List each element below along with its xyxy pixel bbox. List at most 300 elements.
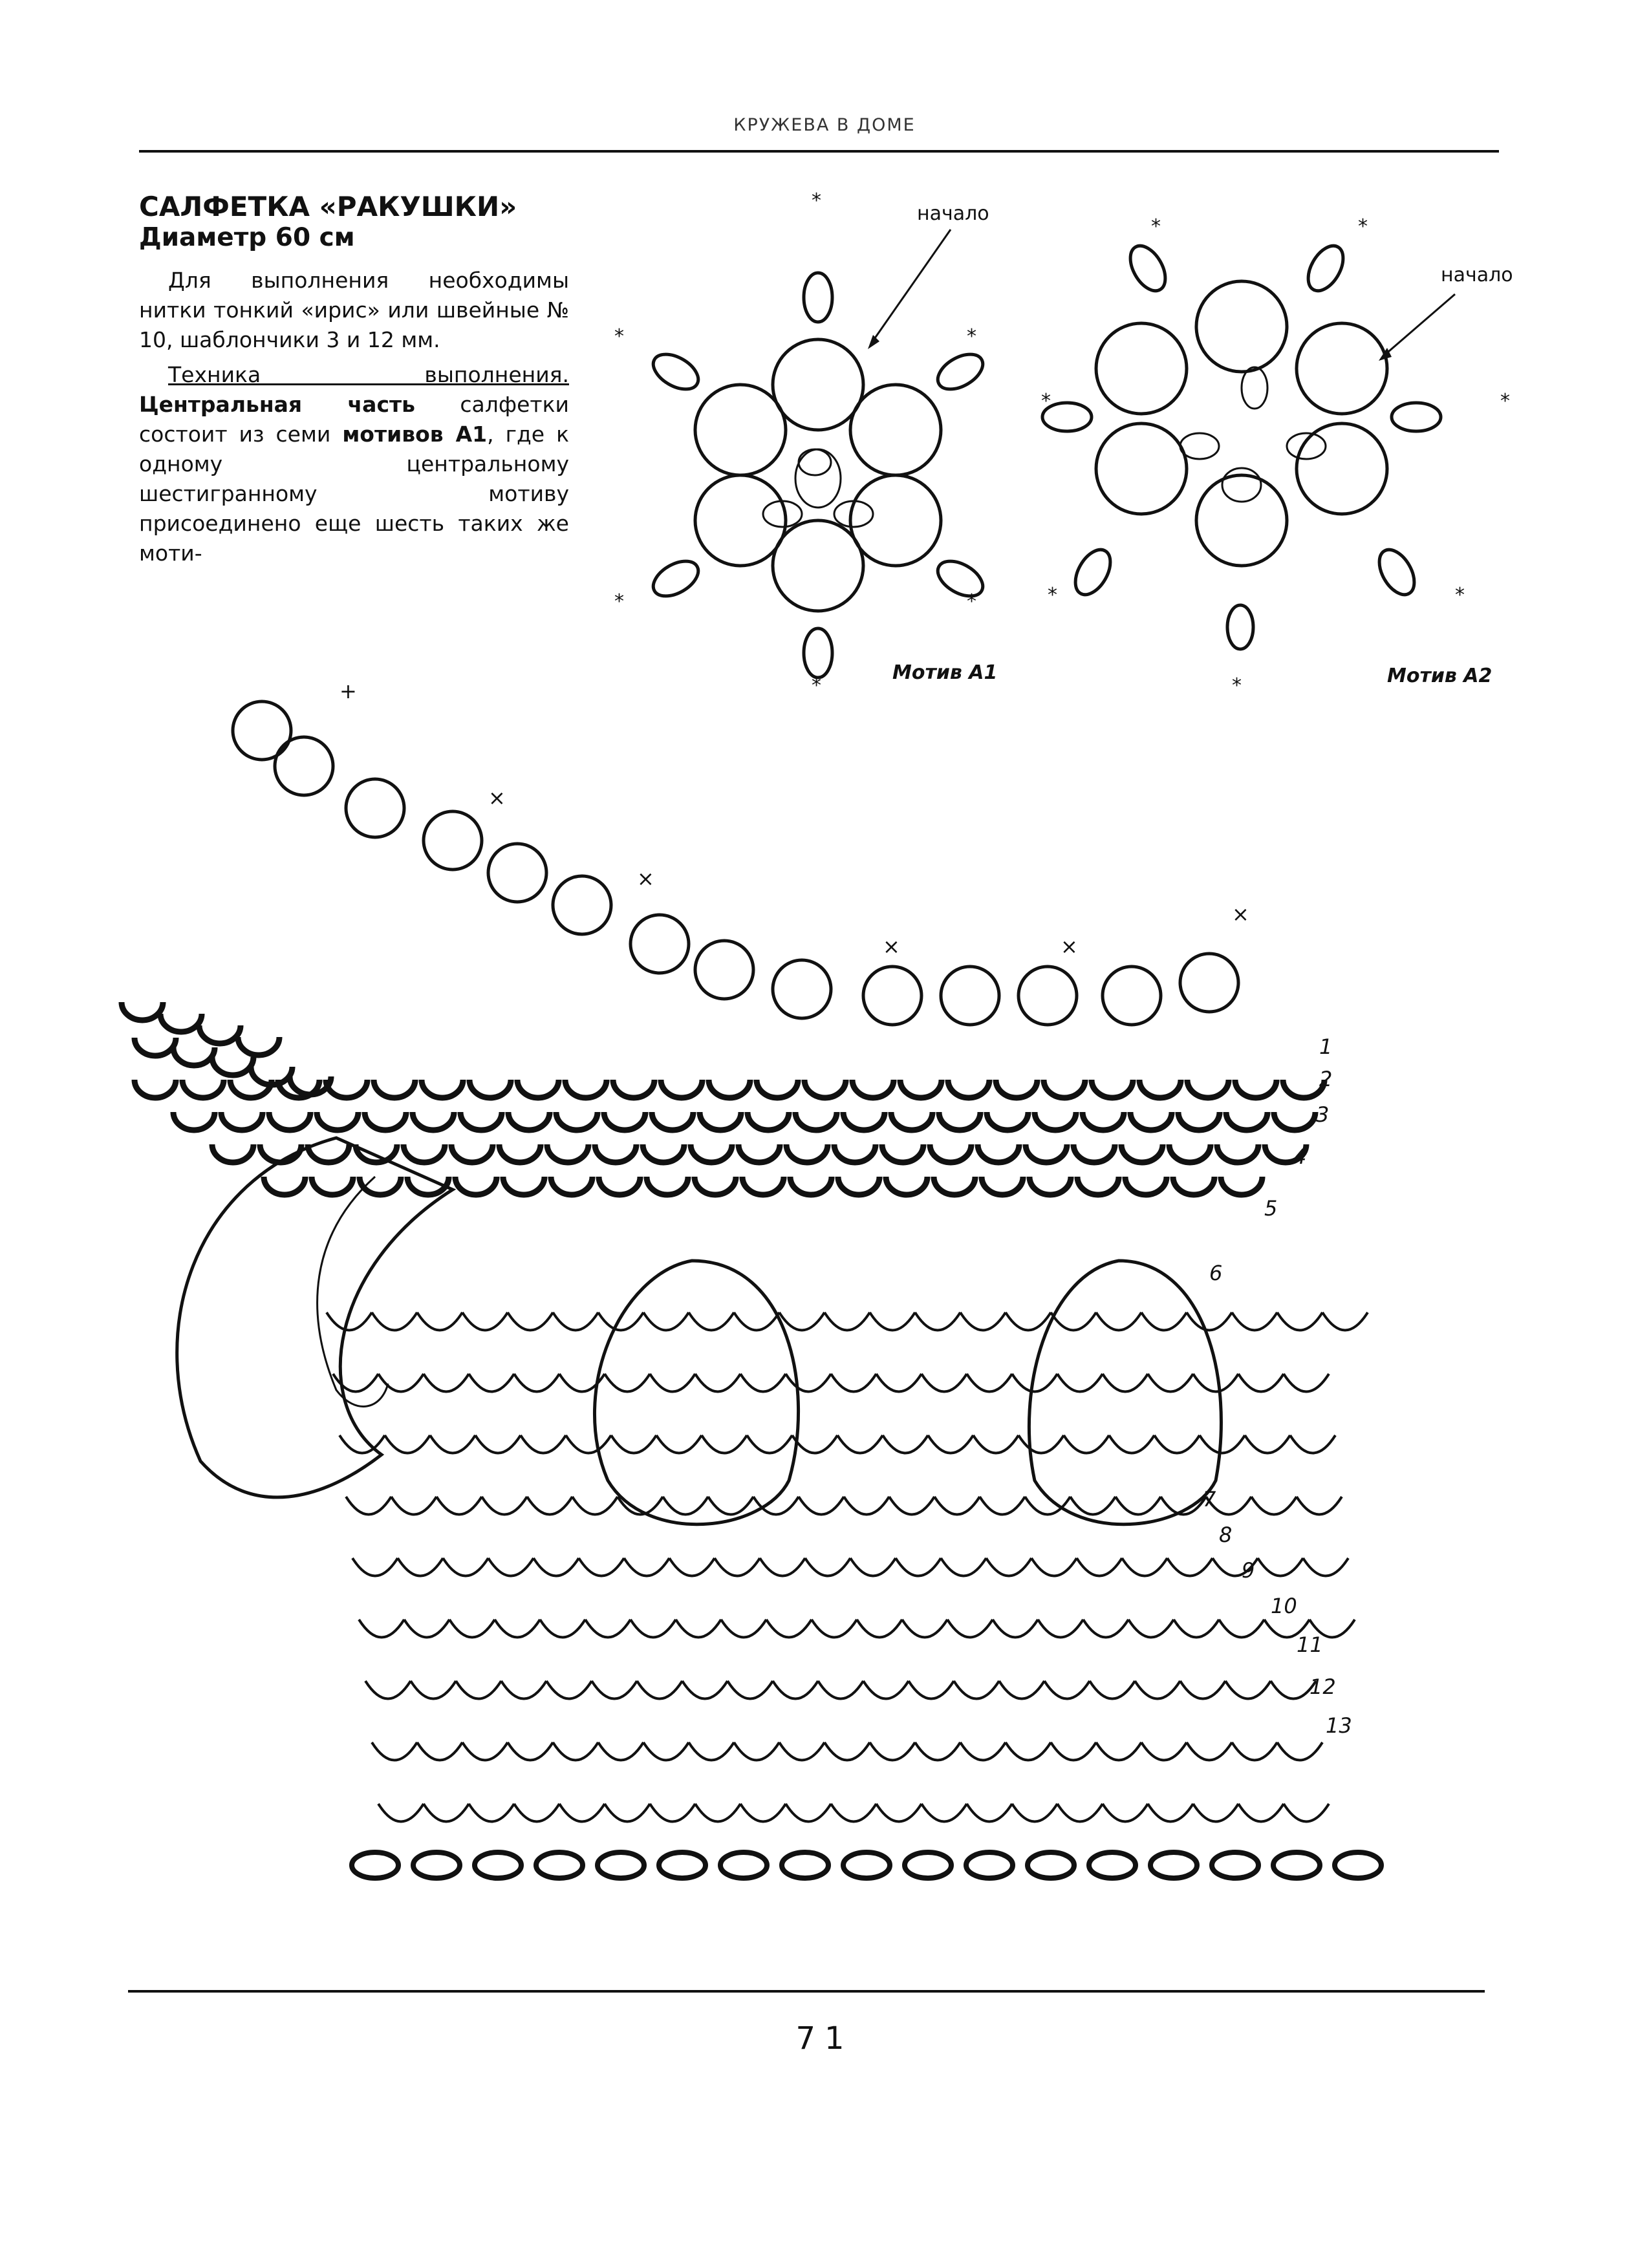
row-number: 7 [1203, 1487, 1216, 1512]
shell-stitch [160, 1014, 202, 1032]
scallop-stitch [831, 1804, 876, 1822]
motif-a1-start-label: начало [917, 202, 989, 225]
scallop-stitch [1109, 1435, 1154, 1453]
footer-rule [128, 1990, 1485, 1993]
scallop-stitch [579, 1558, 624, 1576]
svg-text:×: × [1232, 902, 1249, 926]
shell-stitch [508, 1112, 550, 1130]
shell-stitch [987, 1112, 1028, 1130]
bottom-oval-stitch [413, 1852, 460, 1878]
shell-stitch [1178, 1112, 1220, 1130]
shell-stitch [738, 1144, 780, 1162]
scallop-stitch [637, 1681, 682, 1699]
shell-stitch [934, 1177, 975, 1195]
scallop-stitch [999, 1681, 1044, 1699]
svg-text:*: * [1151, 215, 1161, 238]
shell-stitch [804, 1080, 846, 1098]
lace-loop [941, 967, 999, 1025]
shell-stitch [469, 1080, 511, 1098]
lace-loop [630, 915, 689, 973]
scallop-stitch [378, 1374, 424, 1392]
scallop-stitch [1187, 1312, 1232, 1331]
scallop-stitch [909, 1681, 954, 1699]
scallop-stitch [779, 1742, 824, 1760]
lace-loop [695, 941, 753, 999]
bottom-oval-stitch [1150, 1852, 1197, 1878]
scallop-stitch [592, 1681, 637, 1699]
bottom-oval-stitch [720, 1852, 767, 1878]
svg-text:*: * [1500, 390, 1510, 412]
scallop-stitch [947, 1620, 993, 1638]
scallop-stitch [760, 1558, 805, 1576]
scallop-stitch [1103, 1374, 1148, 1392]
row-number: 10 [1271, 1594, 1297, 1618]
shell-stitch [652, 1112, 693, 1130]
scallop-stitch [792, 1435, 837, 1453]
scallop-stitch [1297, 1497, 1342, 1515]
scallop-stitch [449, 1620, 495, 1638]
svg-text:+: + [339, 679, 357, 703]
scallop-stitch [740, 1374, 786, 1392]
scallop-stitch [1051, 1742, 1096, 1760]
scallop-stitch [378, 1804, 424, 1822]
scallop-stitch [521, 1435, 566, 1453]
scallop-stitch [475, 1435, 521, 1453]
scallop-stitch [663, 1497, 708, 1515]
scallop-stitch [870, 1312, 915, 1331]
scallop-stitch [1116, 1497, 1161, 1515]
row-number: 6 [1209, 1261, 1223, 1285]
scallop-stitch [372, 1742, 417, 1760]
shell-stitch [317, 1112, 358, 1130]
scallop-stitch [605, 1374, 650, 1392]
shell-stitch [199, 1025, 241, 1043]
scallop-stitch [1122, 1558, 1167, 1576]
scallop-stitch [960, 1312, 1006, 1331]
lace-loop [553, 876, 611, 934]
scallop-stitch [1057, 1374, 1103, 1392]
shell-stitch [647, 1177, 688, 1195]
lace-loop [1180, 954, 1238, 1012]
shell-stitch [260, 1144, 301, 1162]
scallop-stitch [359, 1620, 404, 1638]
lace-loop [863, 967, 921, 1025]
scallop-stitch [352, 1558, 398, 1576]
header-rule [139, 150, 1499, 153]
scallop-stitch [915, 1312, 960, 1331]
lace-loop [233, 701, 291, 760]
bottom-oval-stitch [659, 1852, 706, 1878]
scallop-stitch [1135, 1681, 1180, 1699]
scallop-stitch [747, 1435, 792, 1453]
scallop-stitch [462, 1742, 508, 1760]
shell-stitch [691, 1144, 732, 1162]
scallop-stitch [585, 1620, 630, 1638]
scallop-stitch [1193, 1804, 1238, 1822]
scallop-stitch [1219, 1620, 1264, 1638]
shell-stitch [604, 1112, 645, 1130]
scallop-stitch [436, 1497, 482, 1515]
shell-stitch [212, 1144, 253, 1162]
scallop-stitch [1018, 1435, 1064, 1453]
svg-text:*: * [812, 189, 821, 212]
technique-heading: Техника выполнения. [168, 362, 569, 387]
svg-text:*: * [1041, 390, 1051, 412]
bottom-oval-stitch [536, 1852, 583, 1878]
shell-stitch [695, 1177, 736, 1195]
bottom-oval-stitch [1028, 1852, 1074, 1878]
scallop-stitch [928, 1435, 973, 1453]
scallop-stitch [1232, 1742, 1277, 1760]
shell-stitch [790, 1177, 832, 1195]
scallop-stitch [424, 1804, 469, 1822]
shell-stitch [251, 1067, 292, 1085]
scallop-stitch [921, 1374, 967, 1392]
bottom-oval-stitch [966, 1852, 1013, 1878]
paragraph-technique [139, 360, 569, 568]
lace-loop [488, 844, 546, 902]
scallop-stitch [624, 1558, 669, 1576]
shell-stitch [135, 1080, 176, 1098]
scallop-stitch [695, 1374, 740, 1392]
shell-stitch [565, 1080, 607, 1098]
scallop-stitch [689, 1312, 734, 1331]
scallop-stitch [572, 1497, 618, 1515]
shell-stitch [613, 1080, 654, 1098]
scallop-stitch [857, 1620, 902, 1638]
scallop-stitch [1006, 1742, 1051, 1760]
scallop-stitch [682, 1681, 727, 1699]
scallop-stitch [896, 1558, 941, 1576]
shell-stitch [547, 1144, 588, 1162]
scallop-stitch [669, 1558, 715, 1576]
shell-stitch [939, 1112, 980, 1130]
scallop-stitch [1322, 1312, 1368, 1331]
bottom-oval-stitch [843, 1852, 890, 1878]
scallop-stitch [482, 1497, 527, 1515]
scallop-stitch [1148, 1804, 1193, 1822]
scallop-stitch [1303, 1558, 1348, 1576]
shell-stitch [360, 1177, 401, 1195]
bottom-oval-stitch [782, 1852, 828, 1878]
lace-loop [275, 737, 333, 795]
motif-a2-figure [1035, 213, 1526, 698]
row-number: 11 [1297, 1632, 1323, 1657]
scallop-stitch [540, 1620, 585, 1638]
scallop-stitch [1128, 1620, 1174, 1638]
bottom-oval-stitch [1335, 1852, 1381, 1878]
scallop-stitch [1057, 1804, 1103, 1822]
scallop-stitch [812, 1620, 857, 1638]
scallop-stitch [430, 1435, 475, 1453]
row-number: 2 [1319, 1067, 1333, 1091]
scallop-stitch [883, 1435, 928, 1453]
shell-stitch [1083, 1112, 1124, 1130]
shell-stitch [978, 1144, 1019, 1162]
scallop-stitch [1225, 1681, 1271, 1699]
scallop-stitch [779, 1312, 824, 1331]
scallop-stitch [643, 1742, 689, 1760]
svg-text:*: * [614, 325, 624, 348]
shell-stitch [460, 1112, 502, 1130]
shell-stitch [852, 1080, 894, 1098]
scallop-stitch [534, 1558, 579, 1576]
scallop-stitch [546, 1681, 592, 1699]
shell-stitch [843, 1112, 885, 1130]
motif-a1-figure [601, 187, 1054, 698]
scallop-stitch [934, 1497, 980, 1515]
shell-stitch [643, 1144, 684, 1162]
shell-stitch [1121, 1144, 1163, 1162]
scallop-stitch [1096, 1742, 1141, 1760]
shell-stitch [365, 1112, 406, 1130]
svg-text:×: × [488, 786, 506, 810]
shell-stitch [1092, 1080, 1133, 1098]
scallop-stitch [656, 1435, 702, 1453]
scallop-stitch [1245, 1435, 1290, 1453]
svg-text:*: * [1048, 584, 1057, 606]
scallop-stitch [1077, 1558, 1122, 1576]
bottom-oval-stitch [905, 1852, 951, 1878]
row-number: 12 [1310, 1674, 1336, 1699]
shell-stitch [556, 1112, 598, 1130]
scallop-stitch [1290, 1435, 1335, 1453]
scallop-stitch [689, 1742, 734, 1760]
scallop-stitch [850, 1558, 896, 1576]
scallop-stitch [553, 1312, 598, 1331]
article-title: САЛФЕТКА «РАКУШКИ» [139, 191, 517, 222]
scallop-stitch [365, 1681, 411, 1699]
motif-a1-caption: Мотив А1 [892, 661, 998, 684]
article-subtitle: Диаметр 60 см [139, 223, 355, 252]
scallop-stitch [902, 1620, 947, 1638]
paragraph-text-1: салфетки состоит из семи [139, 392, 569, 447]
main-lace-diagram [116, 666, 1526, 1933]
scallop-stitch [773, 1681, 818, 1699]
shell-stitch [786, 1144, 828, 1162]
scallop-stitch [837, 1435, 883, 1453]
shell-stitch [1226, 1112, 1267, 1130]
lace-loop [1018, 967, 1077, 1025]
bottom-oval-stitch [475, 1852, 521, 1878]
scallop-stitch [398, 1558, 443, 1576]
shell-stitch [757, 1080, 798, 1098]
scallop-stitch [605, 1804, 650, 1822]
scallop-stitch [695, 1804, 740, 1822]
shell-stitch [709, 1080, 750, 1098]
scallop-stitch [805, 1558, 850, 1576]
svg-text:×: × [637, 866, 654, 891]
motif-a2-caption: Мотив А2 [1387, 665, 1493, 687]
shell-stitch [1221, 1177, 1262, 1195]
scallop-stitch [630, 1620, 676, 1638]
scallop-stitch [1238, 1374, 1284, 1392]
row-number: 4 [1293, 1144, 1307, 1169]
page-number: 71 [795, 2020, 854, 2057]
scallop-stitch [411, 1681, 456, 1699]
row-number: 13 [1326, 1713, 1352, 1738]
shell-stitch [838, 1177, 879, 1195]
central-part-term: Центральная часть [139, 392, 415, 417]
scallop-stitch [462, 1312, 508, 1331]
scallop-stitch [424, 1374, 469, 1392]
scallop-stitch [1232, 1312, 1277, 1331]
svg-text:×: × [883, 934, 900, 959]
scallop-stitch [740, 1804, 786, 1822]
shell-stitch [886, 1177, 927, 1195]
scallop-stitch [870, 1742, 915, 1760]
scallop-stitch [527, 1497, 572, 1515]
shell-stitch [374, 1080, 415, 1098]
svg-text:×: × [1061, 934, 1078, 959]
scallop-stitch [921, 1804, 967, 1822]
shell-stitch [503, 1177, 544, 1195]
scallop-stitch [676, 1620, 721, 1638]
scallop-stitch [404, 1620, 449, 1638]
scallop-stitch [417, 1742, 462, 1760]
scallop-stitch [766, 1620, 812, 1638]
scallop-stitch [1238, 1804, 1284, 1822]
scallop-stitch [1083, 1620, 1128, 1638]
shell-stitch [795, 1112, 837, 1130]
shell-stitch [422, 1080, 463, 1098]
scallop-stitch [469, 1374, 514, 1392]
scallop-stitch [824, 1742, 870, 1760]
shell-stitch [742, 1177, 784, 1195]
shell-stitch [1073, 1144, 1115, 1162]
scallop-stitch [1070, 1497, 1116, 1515]
shell-stitch [1044, 1080, 1085, 1098]
scallop-stitch [488, 1558, 534, 1576]
row-number: 1 [1319, 1034, 1333, 1059]
scallop-stitch [980, 1497, 1025, 1515]
scallop-stitch [1284, 1374, 1329, 1392]
shell-stitch [173, 1047, 215, 1065]
scallop-stitch [1051, 1312, 1096, 1331]
motif-a1-term: мотивов А1 [342, 422, 488, 447]
scallop-stitch [786, 1804, 831, 1822]
lace-loop [773, 960, 831, 1018]
shell-stitch [1283, 1080, 1324, 1098]
scallop-stitch [1038, 1620, 1083, 1638]
scallop-stitch [1284, 1804, 1329, 1822]
shell-stitch [891, 1112, 932, 1130]
shell-stitch [290, 1076, 331, 1095]
scallop-stitch [876, 1804, 921, 1822]
scallop-stitch [786, 1374, 831, 1392]
svg-text:*: * [812, 674, 821, 697]
shell-stitch [595, 1144, 636, 1162]
scallop-stitch [391, 1497, 436, 1515]
scallop-stitch [1193, 1374, 1238, 1392]
scallop-stitch [469, 1804, 514, 1822]
scallop-stitch [1277, 1312, 1322, 1331]
scallop-stitch [1251, 1497, 1297, 1515]
scallop-stitch [1141, 1742, 1187, 1760]
svg-text:*: * [967, 590, 976, 613]
shell-stitch [882, 1144, 923, 1162]
scallop-stitch [715, 1558, 760, 1576]
shell-stitch [1125, 1177, 1167, 1195]
scallop-stitch [967, 1374, 1012, 1392]
scallop-stitch [598, 1742, 643, 1760]
scallop-stitch [708, 1497, 753, 1515]
paragraph-materials: Для выполнения необходимы нитки тонкий «ирис» или швейные № 10, шаблончики 3 и 12 мм. [139, 268, 569, 352]
scallop-stitch [863, 1681, 909, 1699]
scallop-stitch [799, 1497, 844, 1515]
svg-text:*: * [614, 590, 624, 613]
scallop-stitch [1174, 1620, 1219, 1638]
shell-stitch [661, 1080, 702, 1098]
svg-text:*: * [967, 325, 976, 348]
lace-loop [424, 811, 482, 870]
shell-stitch [748, 1112, 789, 1130]
row-number: 9 [1242, 1558, 1255, 1583]
scallop-stitch [650, 1374, 695, 1392]
scallop-stitch [727, 1681, 773, 1699]
scallop-stitch [514, 1374, 559, 1392]
shell-stitch [1139, 1080, 1181, 1098]
shell-stitch [221, 1112, 263, 1130]
scallop-stitch [456, 1681, 501, 1699]
shell-stitch [948, 1080, 989, 1098]
scallop-stitch [1025, 1497, 1070, 1515]
scallop-stitch [650, 1804, 695, 1822]
shell-stitch [1173, 1177, 1214, 1195]
motif-a2-diagram [1035, 213, 1526, 698]
bottom-oval-stitch [352, 1852, 398, 1878]
scallop-stitch [346, 1497, 391, 1515]
scallop-stitch [824, 1312, 870, 1331]
scallop-stitch [643, 1312, 689, 1331]
bottom-oval-stitch [1089, 1852, 1136, 1878]
svg-text:*: * [1358, 215, 1368, 238]
shell-stitch [996, 1080, 1037, 1098]
scallop-stitch [1012, 1804, 1057, 1822]
scallop-stitch [734, 1742, 779, 1760]
shell-stitch [1029, 1177, 1071, 1195]
shell-stitch [1026, 1144, 1067, 1162]
scallop-stitch [1167, 1558, 1212, 1576]
article-text [139, 191, 569, 573]
scallop-stitch [385, 1435, 430, 1453]
row-number: 3 [1316, 1102, 1330, 1127]
scallop-stitch [417, 1312, 462, 1331]
shell-stitch [700, 1112, 741, 1130]
svg-text:*: * [1455, 584, 1465, 606]
shell-stitch [264, 1177, 305, 1195]
scallop-stitch [721, 1620, 766, 1638]
shell-stitch [404, 1144, 445, 1162]
shell-stitch [1274, 1112, 1315, 1130]
shell-stitch [238, 1037, 279, 1055]
shell-stitch [308, 1144, 349, 1162]
scallop-stitch [889, 1497, 934, 1515]
shell-stitch [551, 1177, 592, 1195]
paragraph-text-2: , где к одному центральному шестигранному мотиву присоединено еще шесть таких же моти- [139, 422, 569, 566]
shell-stitch [1169, 1144, 1211, 1162]
scallop-stitch [1148, 1374, 1193, 1392]
scallop-stitch [372, 1312, 417, 1331]
scallop-stitch [559, 1804, 605, 1822]
shell-stitch [182, 1080, 224, 1098]
shell-stitch [451, 1144, 493, 1162]
scallop-stitch [818, 1681, 863, 1699]
scallop-stitch [553, 1742, 598, 1760]
scallop-stitch [611, 1435, 656, 1453]
scallop-stitch [1031, 1558, 1077, 1576]
scallop-stitch [876, 1374, 921, 1392]
